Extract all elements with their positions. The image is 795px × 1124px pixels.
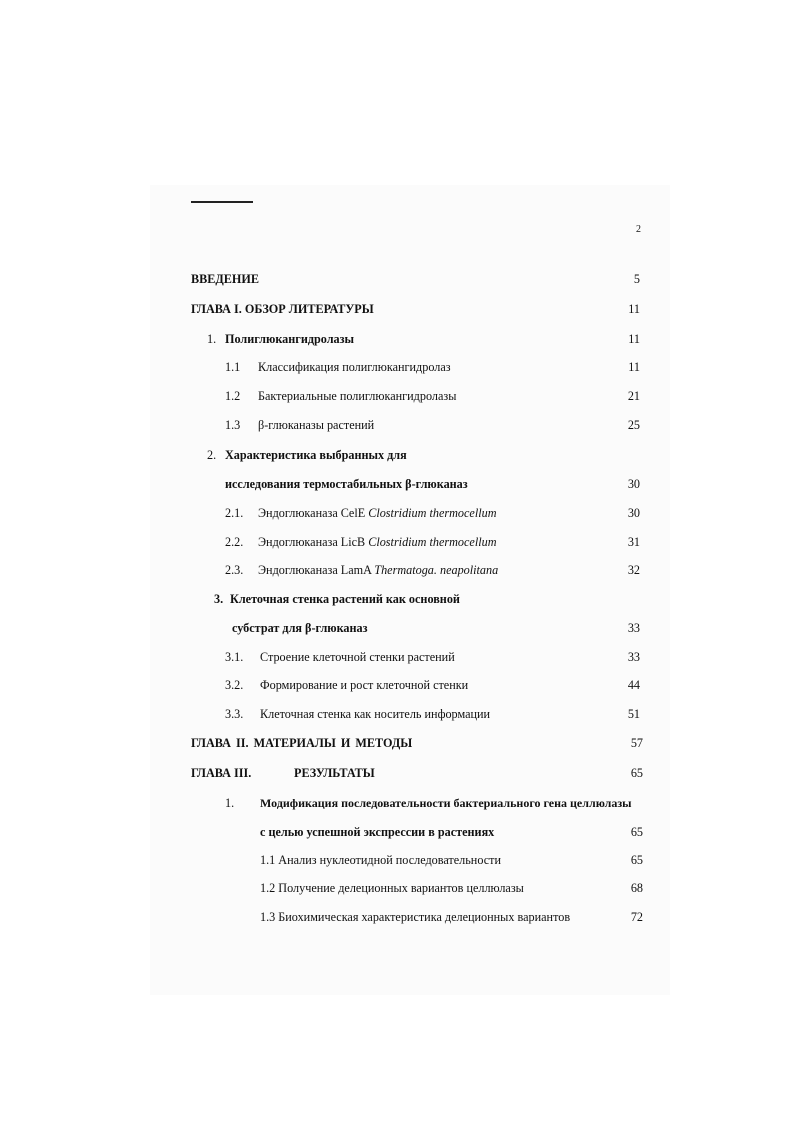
toc-s2-1: Эндоглюканаза CelE Clostridium thermocellum	[258, 506, 497, 520]
toc-s2-2-page: 31	[627, 535, 640, 549]
toc-s2-line2: исследования термостабильных β-глюканаз	[225, 477, 468, 491]
toc-s3-2-page: 44	[627, 678, 640, 692]
page-number: 2	[636, 224, 641, 235]
toc-r1-3-page: 72	[630, 910, 643, 924]
toc-ch1-page: 11	[628, 302, 640, 316]
toc-s3-num: 3.	[214, 592, 224, 606]
toc-s1-2-num: 1.2	[225, 389, 241, 403]
toc-s1-page: 11	[628, 332, 640, 346]
toc-s1-2-page: 21	[627, 389, 640, 403]
toc-ch3-title: РЕЗУЛЬТАТЫ	[294, 766, 375, 780]
toc-s3-2: Формирование и рост клеточной стенки	[260, 678, 469, 692]
toc-ch3: ГЛАВА III.	[191, 766, 252, 780]
toc-s1-1-num: 1.1	[225, 360, 241, 374]
toc-s2-2: Эндоглюканаза LicB Clostridium thermocellum	[258, 535, 497, 549]
toc-s2-2-organism: Clostridium thermocellum	[368, 535, 497, 549]
toc-ch2: ГЛАВА II. МАТЕРИАЛЫ И МЕТОДЫ	[191, 736, 413, 750]
toc-s2-3: Эндоглюканаза LamA Thermatoga. neapolitana	[258, 563, 499, 577]
toc-s2-1-num: 2.1.	[225, 506, 244, 520]
toc-s3-1: Строение клеточной стенки растений	[260, 650, 455, 664]
toc-intro: ВВЕДЕНИЕ	[191, 272, 259, 286]
toc-s1-2: Бактериальные полиглюкангидролазы	[258, 389, 457, 403]
toc-s3-3-page: 51	[627, 707, 640, 721]
toc-s1-3: β-глюканазы растений	[258, 418, 375, 432]
toc-s1-3-page: 25	[627, 418, 640, 432]
toc-s1-3-num: 1.3	[225, 418, 241, 432]
toc-s2-line1: Характеристика выбранных для	[225, 448, 407, 462]
toc-intro-page: 5	[633, 272, 640, 286]
toc-ch3-page: 65	[630, 766, 643, 780]
toc-r1-line2: с целью успешной экспрессии в растениях	[260, 825, 495, 839]
toc-s2-3-num: 2.3.	[225, 563, 244, 577]
toc-s3-3-num: 3.3.	[225, 707, 244, 721]
toc-s2-1-page: 30	[627, 506, 640, 520]
toc-s3-2-num: 3.2.	[225, 678, 244, 692]
toc-r1-page: 65	[630, 825, 643, 839]
toc-r1-1: 1.1 Анализ нуклеотидной последовательности	[260, 853, 501, 867]
toc-s3-3: Клеточная стенка как носитель информации	[260, 707, 491, 721]
toc-s2-1-organism: Clostridium thermocellum	[368, 506, 497, 520]
toc-r1-2-page: 68	[630, 881, 643, 895]
toc-s3-line1: Клеточная стенка растений как основной	[230, 592, 460, 606]
toc-r1-1-page: 65	[630, 853, 643, 867]
header-rule	[191, 201, 253, 203]
toc-s3-1-num: 3.1.	[225, 650, 244, 664]
toc-s3-line2: субстрат для β-глюканаз	[232, 621, 368, 635]
toc-r1-line1: Модификация последовательности бактериального гена целлюлазы	[260, 796, 632, 810]
toc-s1: Полиглюкангидролазы	[225, 332, 355, 346]
toc-s2-page: 30	[627, 477, 640, 491]
toc-ch2-page: 57	[630, 736, 643, 750]
toc-s2-num: 2.	[207, 448, 217, 462]
toc-s2-2-num: 2.2.	[225, 535, 244, 549]
toc-s1-1: Классификация полиглюкангидролаз	[258, 360, 451, 374]
toc-s1-num: 1.	[207, 332, 217, 346]
toc-r1-2: 1.2 Получение делеционных вариантов целлюлазы	[260, 881, 524, 895]
toc-s3-1-page: 33	[627, 650, 640, 664]
toc-s3-page: 33	[627, 621, 640, 635]
toc-r1-num: 1.	[225, 796, 235, 810]
toc-r1-3: 1.3 Биохимическая характеристика делеционных вариантов	[260, 910, 571, 924]
toc-s2-3-page: 32	[627, 563, 640, 577]
toc-ch1: ГЛАВА I. ОБЗОР ЛИТЕРАТУРЫ	[191, 302, 374, 316]
toc-s2-3-organism: Thermatoga. neapolitana	[374, 563, 499, 577]
toc-s1-1-page: 11	[628, 360, 640, 374]
